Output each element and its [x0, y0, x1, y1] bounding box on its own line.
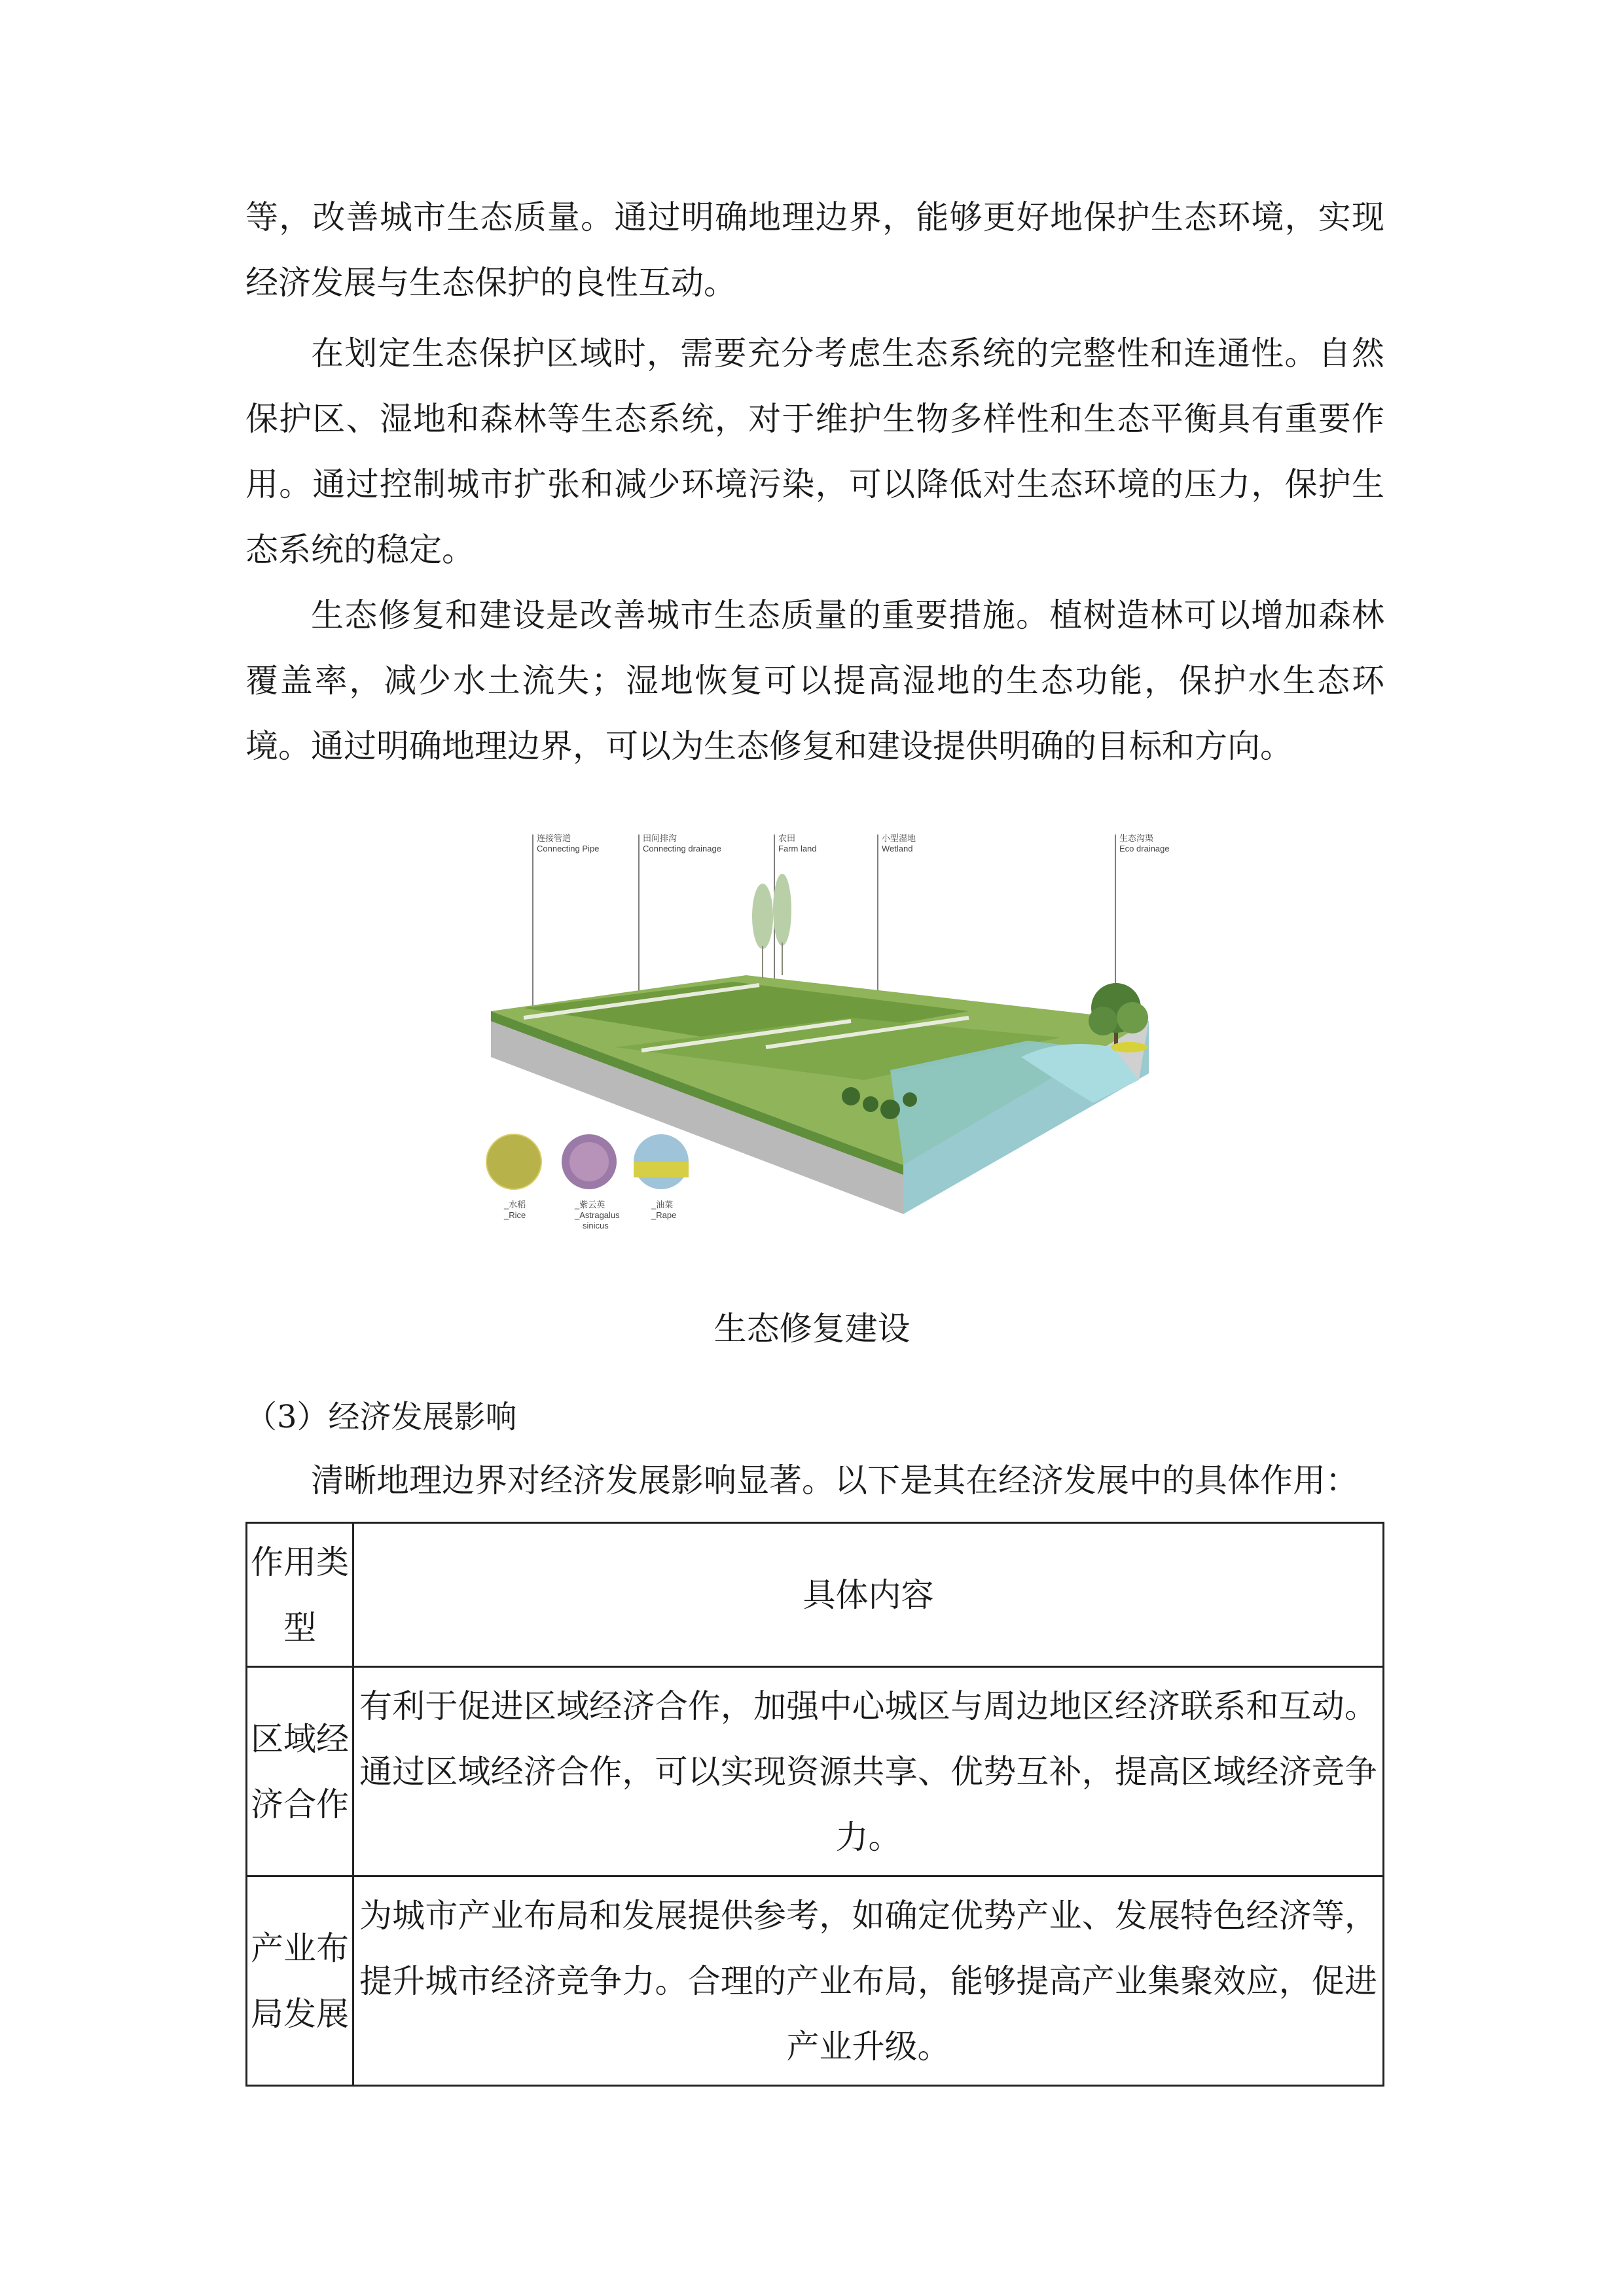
circle-rape-zh: _油菜 — [651, 1200, 674, 1210]
label-drain-zh: 田间排沟 — [643, 833, 677, 843]
table-header-row — [247, 1523, 1384, 1667]
section-heading: （3）经济发展影响 — [245, 1399, 517, 1435]
figure-labels — [537, 833, 1170, 853]
label-eco-zh: 生态沟渠 — [1119, 833, 1154, 843]
row-type-cell: 区域经济合作 — [247, 1667, 353, 1876]
table-row — [247, 1667, 1384, 1876]
label-farm-en: Farm land — [778, 844, 817, 853]
label-wetland-en: Wetland — [882, 844, 913, 853]
paragraph-3: 生态修复和建设是改善城市生态质量的重要措施。植树造林可以增加森林覆盖率，减少水土流失；湿地恢复可以提高湿地的生态功能，保护水生态环境。通过明确地理边界，可以为生态修复和建设提供明确的目标和方向。 — [245, 596, 1384, 765]
paragraph-2: 在划定生态保护区域时，需要充分考虑生态系统的完整性和连通性。自然保护区、湿地和森林等生态系统，对于维护生物多样性和生态平衡具有重要作用。通过控制城市扩张和减少环境污染，可以降低对生态环境的压力，保护生态系统的稳定。 — [245, 334, 1384, 569]
figure-caption: 生态修复建设 — [713, 1310, 911, 1348]
label-drain-en: Connecting drainage — [643, 844, 721, 853]
eco-restoration-figure — [484, 821, 1188, 1299]
circle-astragalus-en: _Astragalus — [575, 1210, 620, 1220]
label-pipe-en: Connecting Pipe — [537, 844, 600, 853]
circle-astragalus-en2: sinicus — [583, 1221, 609, 1230]
circle-astragalus-zh: _紫云英 — [575, 1200, 605, 1210]
label-wetland-zh: 小型湿地 — [882, 833, 916, 843]
header-type: 作用类型 — [247, 1523, 353, 1667]
row-content-cell: 为城市产业布局和发展提供参考，如确定优势产业、发展特色经济等，提升城市经济竞争力。合理的产业布局，能够提高产业集聚效应，促进产业升级。 — [353, 1876, 1384, 2086]
economic-effects-table — [245, 1522, 1384, 2087]
section-intro: 清晰地理边界对经济发展影响显著。以下是其在经济发展中的具体作用： — [311, 1462, 1358, 1499]
row-type-cell: 产业布局发展 — [247, 1876, 353, 2086]
circle-rice-en: _Rice — [504, 1210, 526, 1220]
table-row — [247, 1876, 1384, 2086]
circle-rice-zh: _水稻 — [504, 1200, 526, 1210]
label-eco-en: Eco drainage — [1119, 844, 1170, 853]
label-pipe-zh: 连接管道 — [537, 833, 571, 843]
header-content: 具体内容 — [353, 1523, 1384, 1667]
row-content-cell: 有利于促进区域经济合作，加强中心城区与周边地区经济联系和互动。通过区域经济合作，可以实现资源共享、优势互补，提高区域经济竞争力。 — [353, 1667, 1384, 1876]
paragraph-1: 等，改善城市生态质量。通过明确地理边界，能够更好地保护生态环境，实现经济发展与生态保护的良性互动。 — [245, 198, 1384, 302]
label-farm-zh: 农田 — [778, 833, 796, 843]
circle-rape-en: _Rape — [651, 1210, 677, 1220]
